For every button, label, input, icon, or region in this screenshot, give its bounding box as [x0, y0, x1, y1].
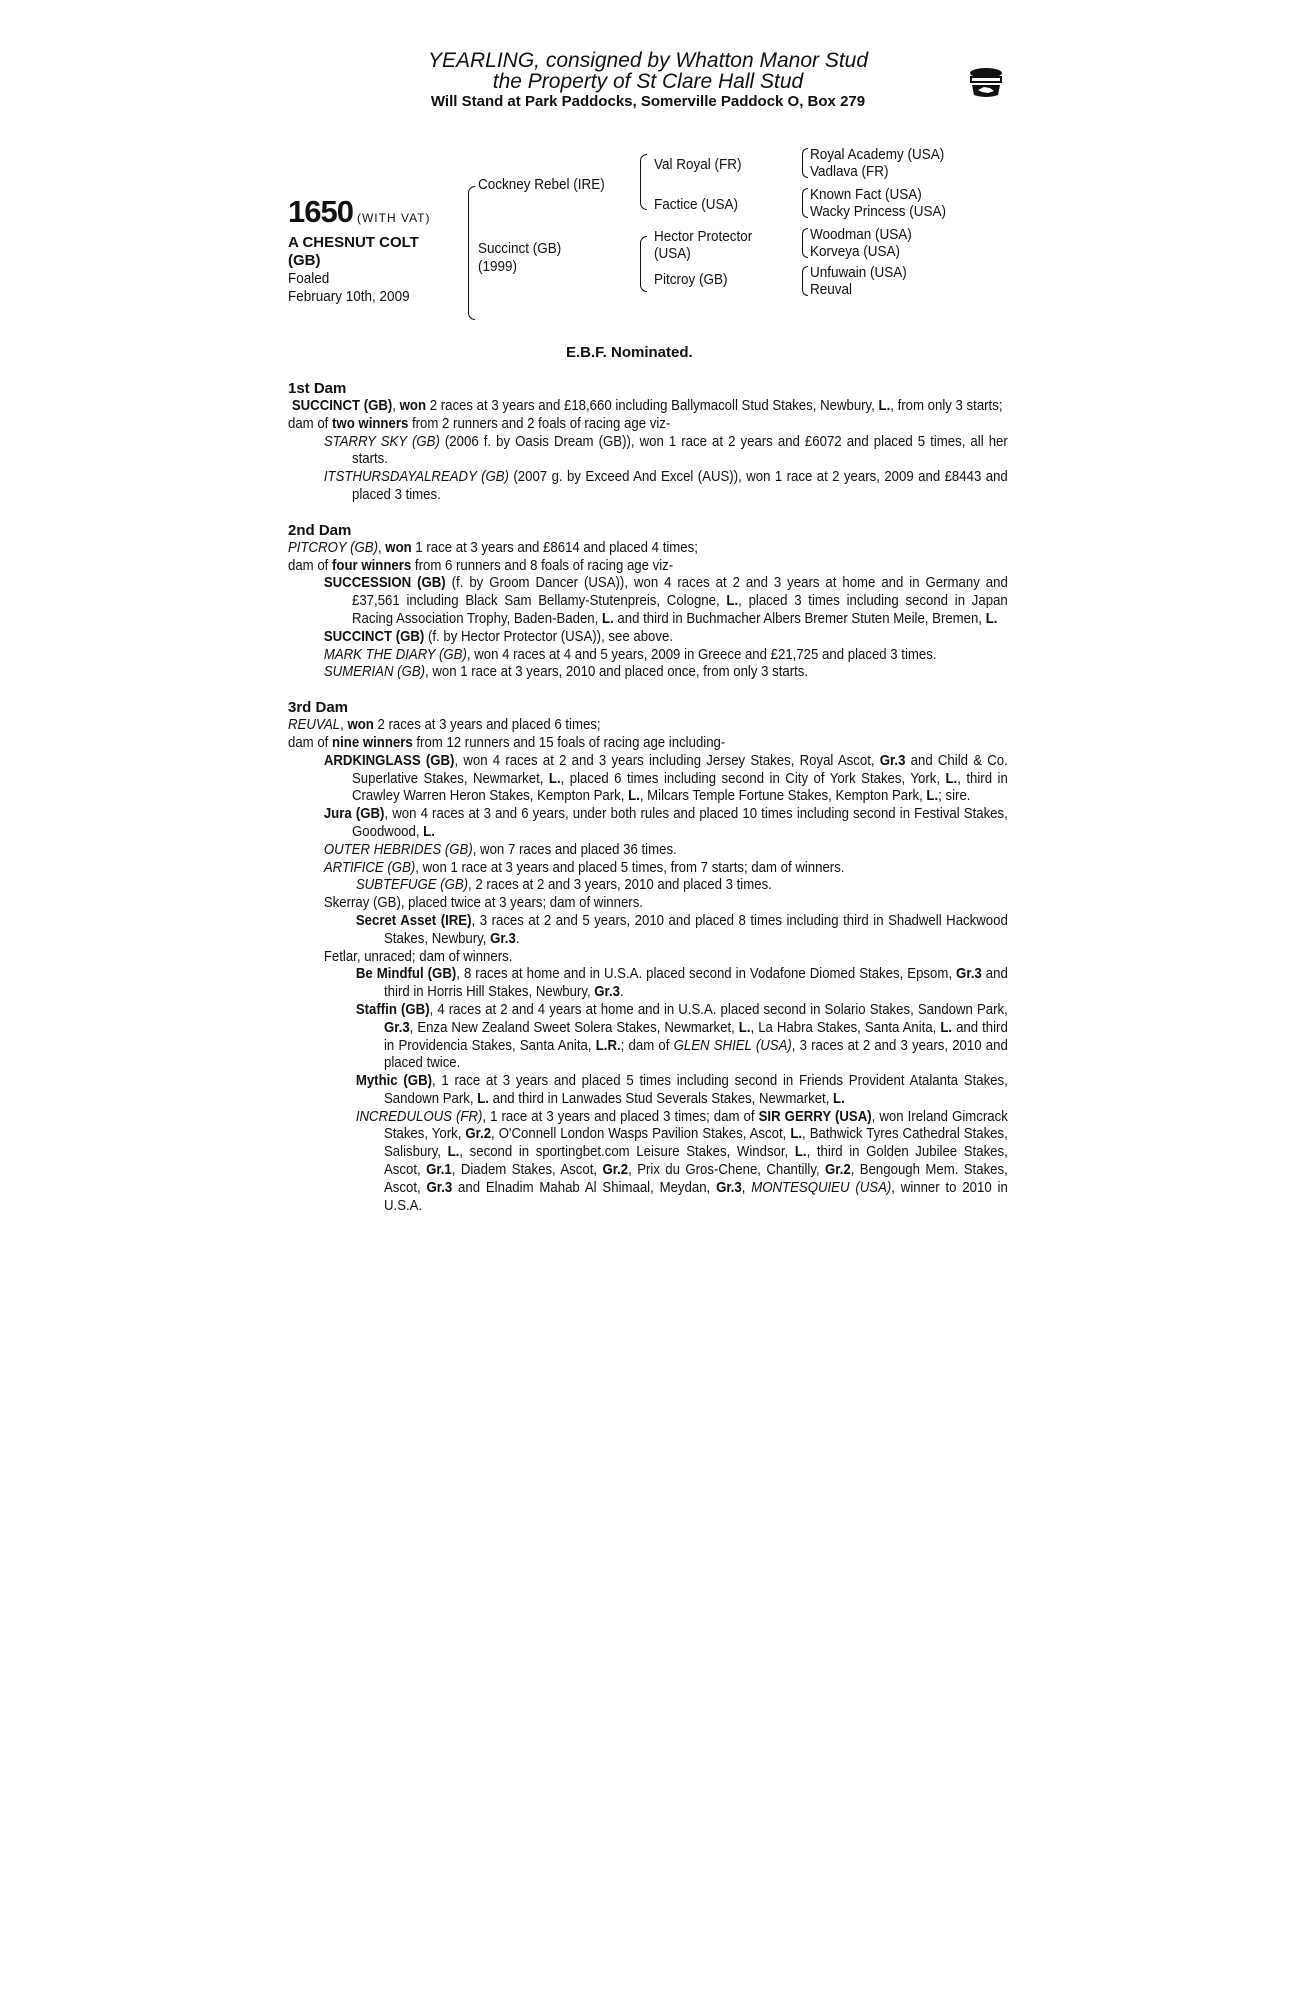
group-badge: Gr.3	[384, 1018, 410, 1036]
group-badge: Gr.2	[465, 1125, 492, 1143]
produce-record	[288, 380, 1008, 1232]
produce-entry	[288, 1072, 1008, 1108]
record-text: , 3 races at 2 and 3 years, 2010 and placed twice.	[384, 1036, 1008, 1072]
lot-header	[288, 50, 1008, 112]
group-badge: Gr.3	[594, 983, 620, 1001]
group-badge: Gr.3	[956, 965, 982, 983]
group-badge: Gr.2	[602, 1161, 629, 1179]
horse-name: GLEN SHIEL (USA)	[673, 1036, 792, 1054]
record-text: Fetlar, unraced; dam of winners.	[323, 947, 513, 965]
horse-name: INCREDULOUS (FR)	[355, 1107, 483, 1125]
catalogue-page	[288, 49, 1008, 1214]
lot-number: 1650	[288, 194, 353, 229]
horse-name: ITSTHURSDAYALREADY (GB)	[323, 468, 509, 486]
listed-badge: L.	[447, 1143, 460, 1161]
pedigree-bracket-main	[468, 186, 475, 320]
pedigree-bracket-ds	[802, 228, 808, 258]
horse-name: Mythic (GB)	[355, 1072, 433, 1090]
pedigree-sdd: Wacky Princess (USA)	[810, 203, 947, 220]
dam-record: PITCROY (GB), won 1 race at 3 years and £8614 and placed 4 times;	[288, 538, 698, 556]
record-text: and third in Horris Hill Stakes, Newbury,	[384, 965, 1008, 1001]
record-text: dam of	[288, 733, 333, 751]
produce-entry	[288, 859, 1008, 877]
record-text: from 2 runners and 2 foals of racing age viz-	[408, 414, 671, 432]
consignor-line: YEARLING, consigned by Whatton Manor Stud	[427, 49, 869, 72]
record-text: and third in Providencia Stakes, Santa Anita,	[384, 1018, 1008, 1054]
winners-count: nine winners	[332, 733, 413, 751]
record-text: (f. by Groom Dancer (USA)), won 4 races at 2 and 3 years at home and in Germany and £37,561 including Black Sam Bellamy-Stutenpreis, Cologne,	[352, 574, 1008, 610]
pedigree-ddd: Reuval	[810, 281, 853, 298]
produce-summary	[288, 734, 1008, 752]
record-text: from 12 runners and 15 foals of racing age including-	[412, 733, 726, 751]
record-text: , O'Connell London Wasps Pavilion Stakes, Ascot,	[491, 1125, 791, 1143]
produce-summary	[288, 415, 1008, 433]
record-text: , Diadem Stakes, Ascot,	[451, 1161, 603, 1179]
record-text: from 6 runners and 8 foals of racing age viz-	[411, 556, 674, 574]
dam-name: SUCCINCT (GB)	[291, 397, 393, 414]
horse-name: Jura (GB)	[323, 805, 385, 823]
produce-entry	[288, 663, 1008, 681]
won-label: won	[399, 397, 427, 414]
produce-entry	[288, 805, 1008, 841]
record-text: and Child & Co. Superlative Stakes, Newmarket,	[352, 751, 1008, 787]
record-text: , 1 race at 3 years and placed 5 times including second in Friends Provident Atalanta Stakes, Sandown Park,	[384, 1072, 1008, 1107]
record-text: , 8 races at home and in U.S.A. placed second in Vodafone Diomed Stakes, Epsom,	[456, 965, 957, 983]
produce-entry	[288, 1108, 1008, 1215]
section-title: 2nd Dam	[288, 521, 352, 539]
record-text: Skerray (GB), placed twice at 3 years; dam of winners.	[323, 894, 643, 912]
dam-sire-line2: (USA)	[654, 245, 691, 262]
section-title: 3rd Dam	[288, 699, 349, 717]
horse-name: Secret Asset (IRE)	[355, 911, 472, 929]
horse-name: MARK THE DIARY (GB)	[323, 645, 467, 663]
record-text: , winner to 2010 in U.S.A.	[384, 1178, 1008, 1214]
record-text: , placed 3 times including second in Japan Racing Association Trophy, Baden-Baden,	[352, 592, 1008, 627]
produce-entry	[288, 433, 1008, 469]
record-text: , 2 races at 2 and 3 years, 2010 and placed 3 times.	[468, 876, 772, 894]
foaled-date: February 10th, 2009	[288, 288, 410, 305]
record-text: , third in Crawley Warren Heron Stakes, Kempton Park,	[352, 769, 1008, 805]
group-badge: Gr.1	[426, 1161, 452, 1179]
location-line: Will Stand at Park Paddocks, Somerville Paddock O, Box 279	[430, 93, 866, 110]
pedigree-dsd: Korveya (USA)	[810, 243, 901, 260]
listed-badge: L.	[833, 1089, 845, 1107]
produce-summary	[288, 557, 1008, 575]
sire-dam: Factice (USA)	[654, 196, 739, 213]
won-label: won	[385, 538, 412, 556]
pedigree-bracket-sd	[802, 188, 808, 218]
produce-entry	[288, 1001, 1008, 1072]
listed-badge: L.	[878, 397, 891, 414]
record-text: , won 4 races at 3 and 6 years, under both rules and placed 10 times including second in Festival Stakes, Goodwood,	[352, 805, 1008, 840]
pedigree-dss: Woodman (USA)	[810, 226, 912, 243]
record-text: and third in Buchmacher Albers Bremer Stuten Meile, Bremen,	[613, 609, 986, 627]
dam-name: PITCROY (GB)	[288, 538, 378, 556]
dam-year: (1999)	[478, 258, 518, 275]
horse-name: STARRY SKY (GB)	[323, 432, 440, 450]
listed-badge: L.	[738, 1018, 751, 1036]
record-text: ; dam of	[620, 1036, 674, 1054]
listed-badge: L.	[985, 609, 998, 627]
lot-name-line1: A CHESNUT COLT	[288, 234, 419, 251]
pedigree-bracket-ss	[802, 148, 808, 178]
record-text: .	[619, 983, 624, 1001]
record-text: (f. by Hector Protector (USA)), see above.	[424, 627, 673, 645]
pedigree-bracket-dd	[802, 266, 808, 296]
dam-sire-line1: Hector Protector	[654, 228, 753, 245]
horse-name: Staffin (GB)	[355, 1000, 430, 1018]
listed-badge: L.	[601, 609, 614, 627]
listed-badge: L.	[423, 822, 435, 840]
record-text: , La Habra Stakes, Santa Anita,	[750, 1018, 941, 1036]
lot-name	[288, 234, 431, 270]
sire-name: Cockney Rebel (IRE)	[478, 176, 605, 193]
record-text: , won 4 races at 4 and 5 years, 2009 in Greece and £21,725 and placed 3 times.	[466, 645, 937, 663]
record-text: , Bengough Mem. Stakes, Ascot,	[384, 1161, 1008, 1196]
record-text: , Bathwick Tyres Cathedral Stakes, Salisbury,	[384, 1125, 1008, 1161]
horse-name: ARTIFICE (GB)	[323, 858, 416, 876]
won-label: won	[347, 716, 374, 734]
horse-name: OUTER HEBRIDES (GB)	[323, 840, 473, 858]
record-text: ,	[741, 1178, 752, 1196]
dam-dam: Pitcroy (GB)	[654, 271, 728, 288]
record-text: , won 4 races at 2 and 3 years including Jersey Stakes, Royal Ascot,	[454, 751, 880, 769]
record-text: , 4 races at 2 and 4 years at home and in U.S.A. placed second in Solario Stakes, Sandown Park,	[429, 1000, 1008, 1018]
listed-badge: L.	[790, 1125, 803, 1143]
horse-name: Be Mindful (GB)	[355, 965, 457, 983]
produce-entry	[288, 948, 1008, 966]
record-text: ; sire.	[938, 787, 971, 805]
horse-name: SUCCINCT (GB)	[323, 627, 425, 645]
pedigree-dds: Unfuwain (USA)	[810, 264, 907, 281]
record-text: , from only 3 starts;	[890, 397, 1003, 414]
stud-crest-logo-icon	[964, 66, 1008, 98]
pedigree-bracket-dam	[640, 236, 647, 292]
group-badge: Gr.3	[426, 1178, 453, 1196]
record-text: , second in sportingbet.com Leisure Stakes, Windsor,	[459, 1143, 795, 1161]
record-text: , won Ireland Gimcrack Stakes, York,	[384, 1107, 1008, 1143]
dam-name: Succinct (GB)	[478, 240, 562, 257]
record-text: , 3 races at 2 and 5 years, 2010 and placed 8 times including third in Shadwell Hackwood Stakes, Newbury,	[384, 911, 1008, 947]
pedigree-sss: Royal Academy (USA)	[810, 146, 945, 163]
second-dam-section	[288, 522, 1008, 681]
produce-entry	[288, 876, 1008, 894]
listed-badge: L.	[794, 1143, 807, 1161]
produce-entry	[288, 628, 1008, 646]
horse-name: SUCCESSION (GB)	[323, 574, 446, 592]
ebf-nominated: E.B.F. Nominated.	[566, 344, 693, 361]
record-text: , Prix du Gros-Chene, Chantilly,	[628, 1161, 826, 1179]
foaled-label: Foaled	[288, 270, 330, 287]
record-text: , placed 6 times including second in City of York Stakes, York,	[560, 769, 946, 787]
record-text: 1 race at 3 years and £8614 and placed 4 times;	[411, 538, 698, 556]
pedigree-bracket-sire	[640, 154, 647, 210]
listed-badge: L.	[940, 1018, 953, 1036]
group-badge: Gr.3	[716, 1178, 742, 1196]
record-text: , third in Golden Jubilee Stakes, Ascot,	[384, 1143, 1008, 1179]
listed-badge: L.	[926, 787, 939, 805]
record-text: dam of	[288, 556, 333, 574]
record-text: , won 1 race at 3 years, 2010 and placed once, from only 3 starts.	[425, 663, 809, 681]
property-line: the Property of St Clare Hall Stud	[492, 70, 804, 93]
horse-name: SUMERIAN (GB)	[323, 663, 426, 681]
record-text: 2 races at 3 years and £18,660 including Ballymacoll Stud Stakes, Newbury,	[426, 397, 879, 414]
record-text: , won 7 races and placed 36 times.	[472, 840, 677, 858]
group-badge: Gr.3	[879, 751, 906, 769]
lot-name-line2: (GB)	[288, 252, 321, 269]
record-text: 2 races at 3 years and placed 6 times;	[373, 716, 601, 734]
pedigree-sds: Known Fact (USA)	[810, 186, 922, 203]
pedigree-table	[288, 146, 1008, 361]
section-title: 1st Dam	[288, 380, 347, 397]
dam-record: SUCCINCT (GB), won 2 races at 3 years and £18,660 including Ballymacoll Stud Stakes, Newbury, L., from only 3 starts;	[291, 397, 1003, 414]
record-text: (2007 g. by Exceed And Excel (AUS)), won 1 race at 2 years, 2009 and £8443 and placed 3 times.	[352, 468, 1008, 503]
vat-note: (WITH VAT)	[356, 211, 431, 225]
record-text: , 1 race at 3 years and placed 3 times; dam of	[482, 1107, 759, 1125]
record-text: (2006 f. by Oasis Dream (GB)), won 1 race at 2 years and £6072 and placed 5 times, all her starts.	[352, 432, 1008, 468]
horse-name: MONTESQUIEU (USA)	[751, 1178, 892, 1196]
produce-entry	[288, 574, 1008, 627]
record-text: dam of	[288, 414, 333, 432]
record-text: , Milcars Temple Fortune Stakes, Kempton Park,	[639, 787, 927, 805]
lot-info	[288, 194, 431, 306]
winners-count: four winners	[332, 556, 412, 574]
listed-badge: L.	[628, 787, 640, 805]
produce-entry	[288, 646, 1008, 664]
record-text: , Enza New Zealand Sweet Solera Stakes, Newmarket,	[409, 1018, 739, 1036]
group-badge: Gr.3	[490, 929, 516, 947]
produce-entry	[288, 752, 1008, 805]
produce-entry	[288, 894, 1008, 912]
dam-name: REUVAL	[288, 716, 341, 734]
winners-count: two winners	[332, 414, 409, 432]
third-dam-section	[288, 699, 1008, 1214]
listed-badge: L.	[726, 592, 739, 610]
sire-sire: Val Royal (FR)	[654, 156, 742, 173]
produce-entry	[288, 841, 1008, 859]
listed-badge: L.	[477, 1089, 489, 1107]
produce-entry	[288, 965, 1008, 1001]
listed-badge: L.	[945, 769, 958, 787]
listed-badge: L.	[548, 769, 561, 787]
first-dam-section	[288, 380, 1008, 504]
horse-name: ARDKINGLASS (GB)	[323, 751, 455, 769]
produce-entry	[288, 468, 1008, 504]
record-text: and third in Lanwades Stud Severals Stakes, Newmarket,	[488, 1089, 834, 1107]
horse-name: SUBTEFUGE (GB)	[355, 876, 469, 894]
horse-name: SIR GERRY (USA)	[758, 1107, 872, 1125]
dam-record: REUVAL, won 2 races at 3 years and placed 6 times;	[288, 716, 601, 734]
produce-entry	[288, 912, 1008, 948]
record-text: and Elnadim Mahab Al Shimaal, Meydan,	[452, 1178, 717, 1196]
listed-badge: L.R.	[595, 1036, 621, 1054]
group-badge: Gr.2	[825, 1161, 851, 1179]
pedigree-ssd: Vadlava (FR)	[810, 163, 889, 180]
record-text: , won 1 race at 3 years and placed 5 times, from 7 starts; dam of winners.	[415, 858, 845, 876]
record-text: .	[515, 929, 520, 947]
